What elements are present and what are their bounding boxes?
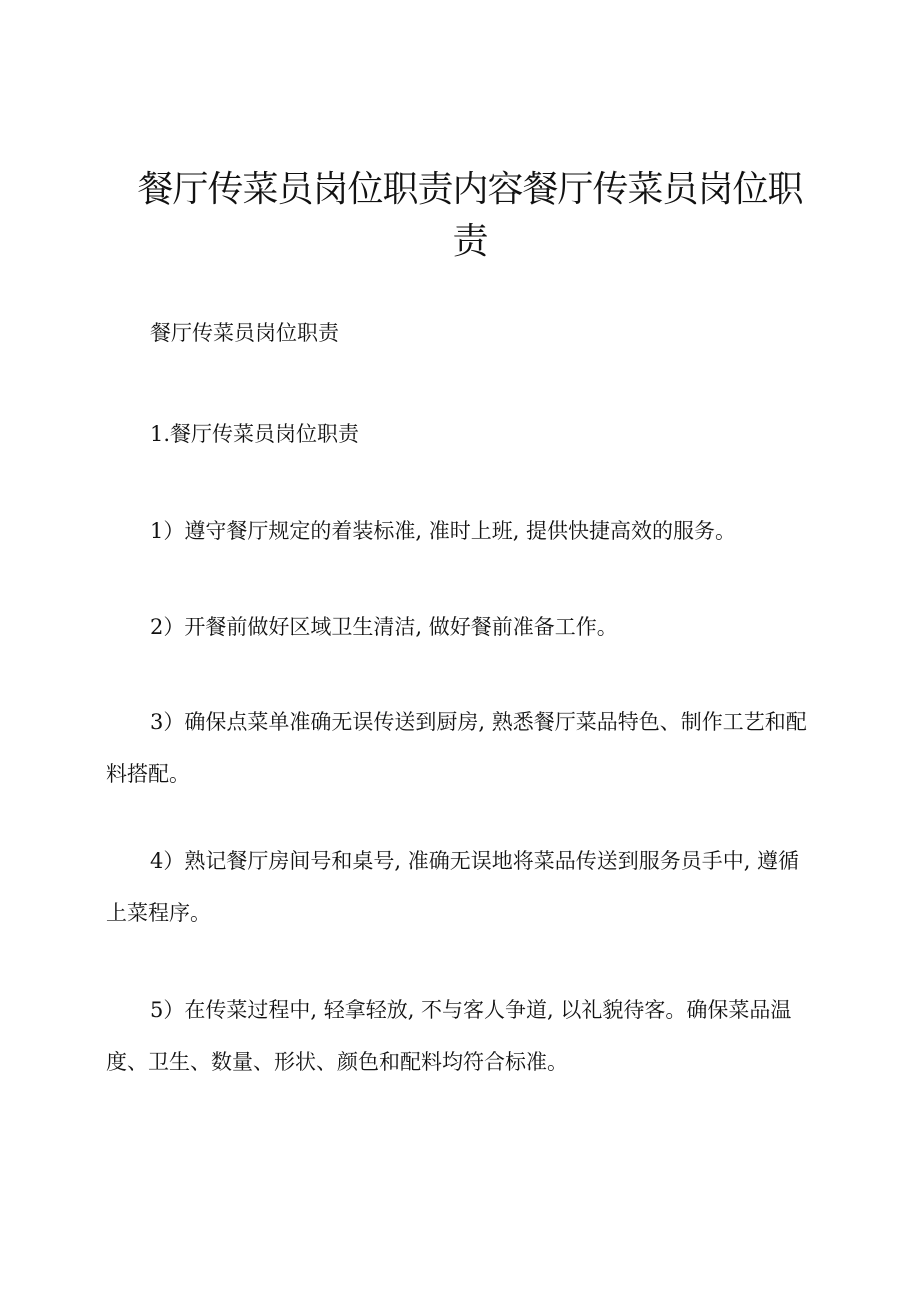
duty-item-2: 2）开餐前做好区域卫生清洁, 做好餐前准备工作。 [150, 615, 618, 639]
document-title: 餐厅传菜员岗位职责内容餐厅传菜员岗位职责 [137, 169, 803, 262]
section-heading: 1.餐厅传菜员岗位职责 [150, 422, 360, 446]
duty-item-1: 1）遵守餐厅规定的着装标准, 准时上班, 提供快捷高效的服务。 [150, 519, 737, 543]
duty-item-4: 4）熟记餐厅房间号和桌号, 准确无误地将菜品传送到服务员手中, 遵循上菜程序。 [106, 849, 800, 925]
duty-item-3: 3）确保点菜单准确无误传送到厨房, 熟悉餐厅菜品特色、制作工艺和配料搭配。 [106, 710, 807, 786]
document-subtitle: 餐厅传菜员岗位职责 [150, 321, 339, 345]
duty-item-5: 5）在传菜过程中, 轻拿轻放, 不与客人争道, 以礼貌待客。确保菜品温度、卫生、数量、形状、颜色和配料均符合标准。 [106, 998, 792, 1074]
